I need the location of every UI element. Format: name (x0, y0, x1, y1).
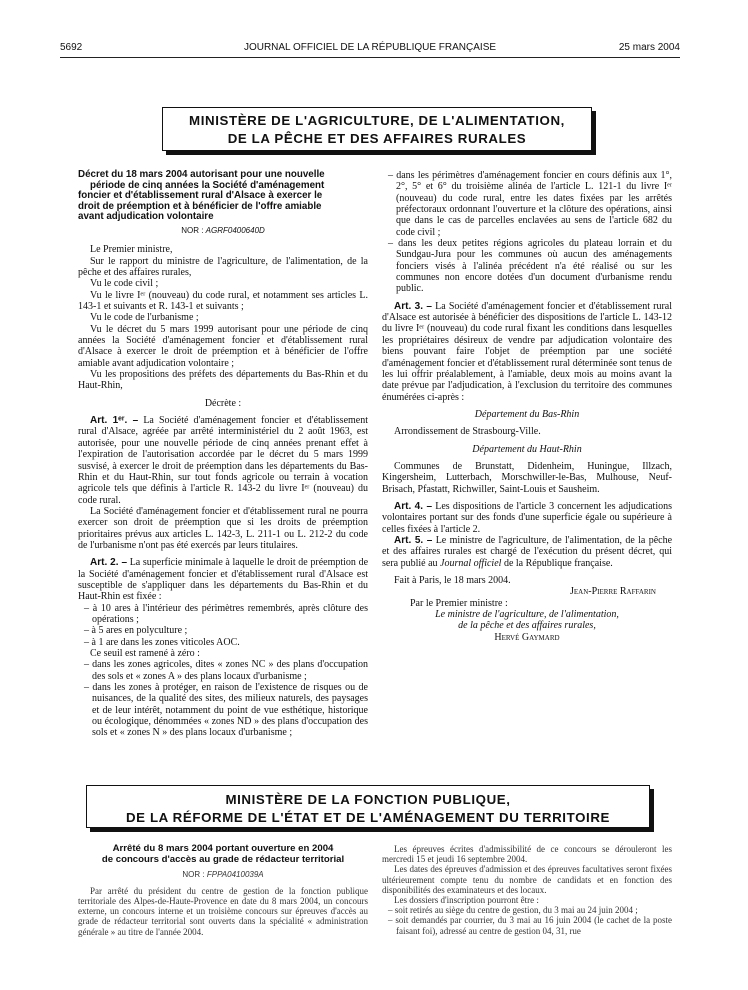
decree-right-column: – dans les périmètres d'aménagement foncier en cours définis aux 1°, 2°, 5° et 6° du troisième alinéa de l'article L. 121-1 du livre Iᵉʳ (nouveau) du code rural, entre les dates fixées par les arrêtés préfectoraux ordonnant l'ouverture et la clôture des opérations, ainsi que dans le cas de parcelles enclavées au sens de l'article 682 du code civil ; – dans les deux petites régions agricoles du plateau lorrain et du Sundgau-Jura pour les communes où aucun des aménagements fonciers visés à l'alinéa précédent n'a été réalisé ou sur les communes non encore dotées d'un document d'urbanisme rendu public. Art. 3. – La Société d'aménagement foncier et d'établissement rural d'Alsace est autorisée à bénéficier des dispositions de l'article L. 143-12 du livre Iᵉʳ (nouveau) du code rural fixant les conditions dans lesquelles les propriétaires désireux de vendre par adjudication volontaire des biens pouvant faire l'objet de préemption par une société d'aménagement foncier et d'établissement rural déterminée sont tenus de les lui offrir préalablement, à l'amiable, deux mois au moins avant la date prévue par l'adjudication, à l'exclusion du territoire des communes énumérées ci-après : Département du Bas-Rhin Arrondissement de Strasbourg-Ville. Département du Haut-Rhin Communes de Brunstatt, Didenheim, Huningue, Illzach, Kingersheim, Lutterbach, Morschwiller-le-Bas, Mulhouse, Neuf-Brisach, Pfastatt, Richwiller, Saint-Louis et Sausheim. Art. 4. – Les dispositions de l'article 3 concernent les adjudications volontaires portant sur des fonds d'une superficie égale ou supérieure à celles fixées à l'article 2. Art. 5. – Le ministre de l'agriculture, de l'alimentation, de la pêche et des affaires rurales est chargé de l'exécution du présent décret, qui sera publié au Journal officiel de la République française. Fait à Paris, le 18 mars 2004. Jean-Pierre Raffarin Par le Premier ministre : Le ministre de l'agriculture, de l'alimentation, de la pêche et des affaires rurales, Hervé Gaymard (382, 170, 673, 643)
page-number: 5692 (60, 42, 83, 53)
decrete: Décrète : (204, 397, 242, 409)
nor-reference: NOR : FPPA0410039A (182, 869, 264, 879)
list-item: – à 10 ares à l'intérieur des périmètres remembrés, après clôture des opérations ; (84, 602, 368, 625)
signature: Hervé Gaymard (494, 631, 560, 643)
list-item: – soit retirés au siège du centre de gestion, du 3 mai au 24 juin 2004 ; (388, 905, 638, 916)
department-bas-rhin: Département du Bas-Rhin (474, 408, 580, 420)
list-item: – dans les deux petites régions agricoles du plateau lorrain et du Sundgau-Jura pour les communes où aucun des aménagements fonciers visés à l'alinéa précédent n'a été réalisé ou sur les communes non encore dotées d'un document d'urbanisme rendu public. (388, 238, 672, 295)
ministry-heading-agriculture (162, 107, 592, 151)
ministry-line: DE LA PÊCHE ET DES AFFAIRES RURALES (227, 131, 527, 146)
article-2: Art. 2. – La superficie minimale à laquelle le droit de préemption de la Société d'aménagement foncier et d'établissement rural d'Alsace est susceptible de s'appliquer dans les départements du Bas-Rhin et du Haut-Rhin est fixée : (78, 557, 369, 603)
arrete-title: Arrêté du 8 mars 2004 portant ouverture en 2004 de concours d'accès au grade de rédacteur territorial (101, 843, 345, 865)
article-4: Art. 4. – Les dispositions de l'article 3 concernent les adjudications volontaires portant sur des fonds d'une superficie égale ou supérieure à celles fixées à l'article 2. (382, 500, 672, 535)
list-item: – dans les zones à protéger, en raison de l'existence de risques ou de nuisances, de la qualité des sites, des milieux naturels, des paysages et de leur intérêt, notamment du point de vue esthétique, historique ou écologique, dénommées « zones ND » des plans d'occupation des sols et « zones N » des plans locaux d'urbanisme ; (84, 682, 368, 739)
ministry-heading-fonction-publique (86, 785, 650, 828)
signature: Jean-Pierre Raffarin (570, 586, 656, 598)
article-5: Art. 5. – Le ministre de l'agriculture, de l'alimentation, de la pêche et des affaires rurales est chargé de l'exécution du présent décret, qui sera publié au Journal officiel de la République française. (382, 534, 673, 569)
arrete-left-column: Arrêté du 8 mars 2004 portant ouverture en 2004 de concours d'accès au grade de rédacteur territorial NOR : FPPA0410039A Par arrêté du président du centre de gestion de la fonction publique territoriale des Alpes-de-Haute-Provence en date du 8 mars 2004, un concours externe, un concours interne et un troisième concours sur épreuves d'accès au grade de rédacteur territorial sont ouverts dans la spécialité « administration générale » au titre de l'année 2004. (78, 843, 368, 937)
issue-date: 25 mars 2004 (618, 42, 680, 53)
ministry-line: MINISTÈRE DE L'AGRICULTURE, DE L'ALIMENTATION, (189, 113, 565, 128)
header-rule (60, 57, 680, 58)
article-1: Art. 1ᵉʳ. – La Société d'aménagement foncier et d'établissement rural d'Alsace, agréée par arrêté interministériel du 2 août 1963, est autorisée, pour une nouvelle période de cinq années prenant effet à l'expiration de l'autorisation accordée par le décret du 5 mars 1999 susvisé, à exercer le droit de préemption dans les départements du Bas-Rhin et du Haut-Rhin, sur tout fonds agricole ou terrain à vocation agricole tels que définis à l'article R. 143-2 du livre Iᵉʳ (nouveau) du code rural. (78, 415, 368, 506)
article-3: Art. 3. – La Société d'aménagement foncier et d'établissement rural d'Alsace est autorisée à bénéficier des dispositions de l'article L. 143-12 du livre Iᵉʳ (nouveau) du code rural fixant les conditions dans lesquelles les propriétaires désireux de vendre par adjudication volontaire des biens pouvant faire l'objet de préemption par une société d'aménagement foncier et d'établissement rural déterminée sont tenus de les lui offrir préalablement, à l'amiable, deux mois au moins avant la date prévue par l'adjudication, à l'exclusion du territoire des communes énumérées ci-après : (382, 300, 672, 403)
list-item: – à 1 are dans les zones viticoles AOC. (84, 636, 240, 648)
page-header (60, 42, 680, 56)
department-haut-rhin: Département du Haut-Rhin (472, 443, 582, 455)
ministry-line: MINISTÈRE DE LA FONCTION PUBLIQUE, (225, 792, 511, 807)
decree-left-column: Décret du 18 mars 2004 autorisant pour une nouvelle période de cinq années la Société d'aménagement foncier et d'établissement rural d'Alsace à exercer le droit de préemption et à bénéficier de l'offre amiable avant adjudication volontaire NOR : AGRF0400640D Le Premier ministre, Sur le rapport du ministre de l'agriculture, de l'alimentation, de la pêche et des affaires rurales, Vu le code civil ; Vu le livre Iᵉʳ (nouveau) du code rural, et notamment ses articles L. 143-1 et suivants et R. 143-1 et suivants ; Vu le code de l'urbanisme ; Vu le décret du 5 mars 1999 autorisant pour une période de cinq années la Société d'aménagement foncier et d'établissement rural d'Alsace à exercer le droit de préemption et à bénéficier de l'offre amiable avant adjudication volontaire ; Vu les propositions des préfets des départements du Bas-Rhin et du Haut-Rhin, Décrète : Art. 1ᵉʳ. – La Société d'aménagement foncier et d'établissement rural d'Alsace, agréée par arrêté interministériel du 2 août 1963, est autorisée, pour une nouvelle période de cinq années prenant effet à l'expiration de l'autorisation accordée par le décret du 5 mars 1999 susvisé, à exercer le droit de préemption dans les départements du Bas-Rhin et du Haut-Rhin, sur tout fonds agricole ou terrain à vocation agricole tels que définis à l'article R. 143-2 du livre Iᵉʳ (nouveau) du code rural. La Société d'aménagement foncier et d'établissement rural ne pourra exercer son droit de préemption que si les droits de préemption prioritaires prévus aux articles L. 142-3, L. 211-1 ou L. 212-2 du code de l'urbanisme n'ont pas été exercés par leurs titulaires. Art. 2. – La superficie minimale à laquelle le droit de préemption de la Société d'aménagement foncier et d'établissement rural d'Alsace est susceptible de s'appliquer dans les départements du Bas-Rhin et du Haut-Rhin est fixée : – à 10 ares à l'intérieur des périmètres remembrés, après clôture des opérations ; – à 5 ares en polyculture ; – à 1 are dans les zones viticoles AOC. Ce seuil est ramené à zéro : – dans les zones agricoles, dites « zones NC » des plans d'occupation des sols et « zones A » des plans locaux d'urbanisme ; – dans les zones à protéger, en raison de l'existence de risques ou de nuisances, de la qualité des sites, des milieux naturels, des paysages et de leur intérêt, notamment du point de vue esthétique, historique ou écologique, dénommées « zones ND » des plans d'occupation des sols et « zones N » des plans locaux d'urbanisme ; (78, 169, 369, 739)
arrete-right-column: Les épreuves écrites d'admissibilité de ce concours se dérouleront les mercredi 15 et jeudi 16 septembre 2004. Les dates des épreuves d'admission et des épreuves facultatives seront fixées ultérieurement compte tenu du nombre de candidats et en fonction des disponibilités des examinateurs et des locaux. Les dossiers d'inscription pourront être : – soit retirés au siège du centre de gestion, du 3 mai au 24 juin 2004 ; – soit demandés par courrier, du 3 mai au 16 juin 2004 (le cachet de la poste faisant foi), adressé au centre de gestion 04, 31, rue (382, 844, 672, 936)
ministry-line: DE LA RÉFORME DE L'ÉTAT ET DE L'AMÉNAGEMENT DU TERRITOIRE (125, 810, 610, 825)
decree-title: Décret du 18 mars 2004 autorisant pour une nouvelle période de cinq années la Société d'aménagement foncier et d'établissement rural d'Alsace à exercer le droit de préemption et à bénéficier de l'offre amiable avant adjudication volontaire (78, 169, 325, 223)
list-item: – à 5 ares en polyculture ; (84, 625, 188, 637)
list-item: – dans les zones agricoles, dites « zones NC » des plans d'occupation des sols et « zones A » des plans locaux d'urbanisme ; (84, 659, 368, 682)
list-item: – soit demandés par courrier, du 3 mai au 16 juin 2004 (le cachet de la poste faisant foi), adressé au centre de gestion 04, 31, rue (388, 915, 672, 936)
list-item: – dans les périmètres d'aménagement foncier en cours définis aux 1°, 2°, 5° et 6° du troisième alinéa de l'article L. 121-1 du livre Iᵉʳ (nouveau) du code rural, entre les dates fixées par les arrêtés préfectoraux ordonnant l'ouverture et la clôture des opérations, ainsi que dans le cas de parcelles enclavées au sens de l'article 682 du code civil ; (388, 170, 672, 238)
nor-reference: NOR : AGRF0400640D (181, 225, 265, 235)
journal-title: JOURNAL OFFICIEL DE LA RÉPUBLIQUE FRANÇAISE (243, 42, 497, 53)
